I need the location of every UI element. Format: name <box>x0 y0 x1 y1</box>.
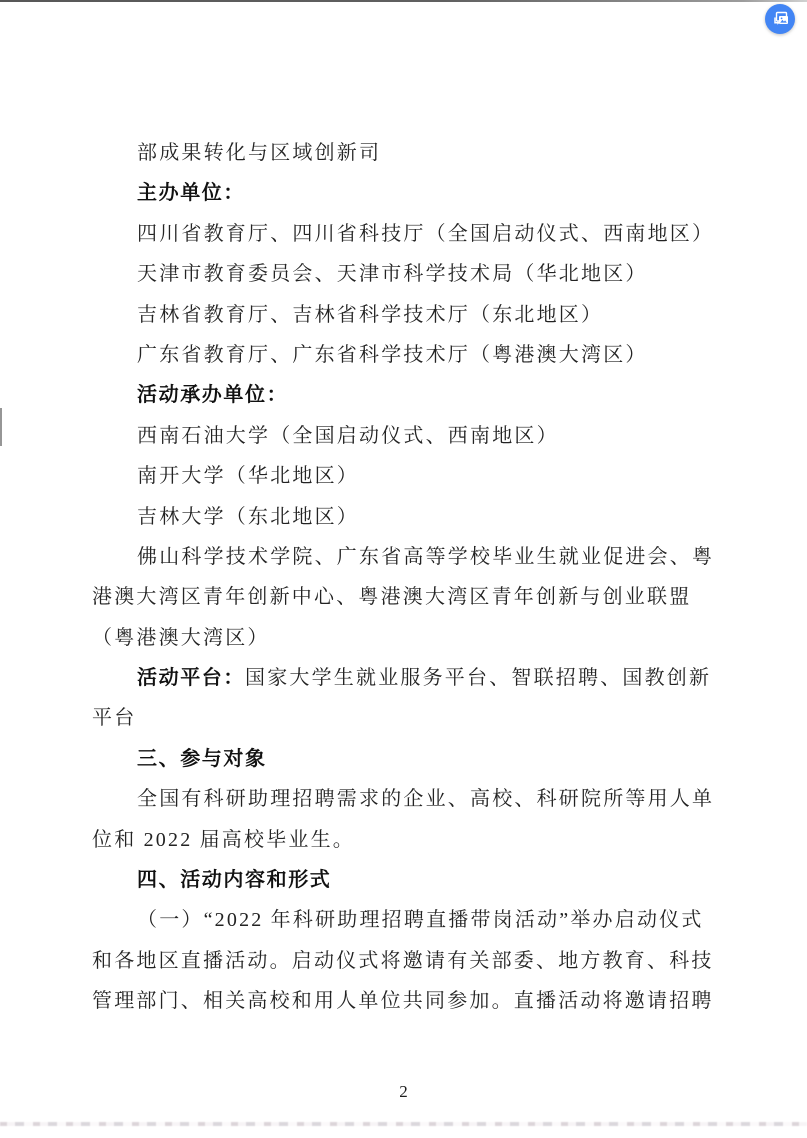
text-segment: 管理部门、相关高校和用人单位共同参加。直播活动将邀请招聘 <box>92 990 714 1013</box>
text-line <box>92 900 739 940</box>
text-line <box>92 254 739 294</box>
text-line <box>92 173 739 213</box>
text-segment: （粤港澳大湾区） <box>92 626 270 649</box>
text-line <box>92 860 739 900</box>
text-segment: 和各地区直播活动。启动仪式将邀请有关部委、地方教育、科技 <box>92 949 714 972</box>
heading-segment: 活动平台： <box>137 667 245 690</box>
text-segment: 平台 <box>92 707 137 730</box>
text-line <box>92 941 739 981</box>
page-number: 2 <box>399 1082 408 1101</box>
text-line <box>92 456 739 496</box>
extract-image-button[interactable] <box>765 4 795 34</box>
text-line <box>92 820 739 860</box>
text-line <box>92 577 739 617</box>
scan-top-edge <box>0 0 807 2</box>
text-line <box>92 133 739 173</box>
text-segment: 全国有科研助理招聘需求的企业、高校、科研院所等用人单 <box>137 788 715 811</box>
scan-artifact <box>0 408 2 446</box>
text-segment: 广东省教育厅、广东省科学技术厅（粤港澳大湾区） <box>137 343 648 366</box>
heading-segment: 活动承办单位： <box>137 384 289 407</box>
text-segment: 天津市教育委员会、天津市科学技术局（华北地区） <box>137 263 648 286</box>
text-segment: 四川省教育厅、四川省科技厅（全国启动仪式、西南地区） <box>137 222 715 245</box>
text-segment: 港澳大湾区青年创新中心、粤港澳大湾区青年创新与创业联盟 <box>92 586 692 609</box>
text-line <box>92 375 739 415</box>
text-segment: 西南石油大学（全国启动仪式、西南地区） <box>137 424 559 447</box>
text-line <box>92 335 739 375</box>
text-segment: 佛山科学技术学院、广东省高等学校毕业生就业促进会、粤 <box>137 545 715 568</box>
text-line <box>92 537 739 577</box>
text-line <box>92 214 739 254</box>
scan-bottom-edge <box>0 1122 807 1126</box>
text-segment: 位和 2022 届高校毕业生。 <box>92 828 355 851</box>
text-line <box>92 658 739 698</box>
heading-segment: 三、参与对象 <box>137 747 267 770</box>
text-line <box>92 779 739 819</box>
heading-segment: 四、活动内容和形式 <box>137 869 332 892</box>
text-segment: （一）“2022 年科研助理招聘直播带岗活动”举办启动仪式 <box>137 909 704 932</box>
text-line <box>92 295 739 335</box>
text-line <box>92 618 739 658</box>
text-segment: 部成果转化与区域创新司 <box>137 142 382 164</box>
text-line <box>92 497 739 537</box>
text-segment: 南开大学（华北地区） <box>137 465 359 488</box>
text-line <box>92 739 739 779</box>
heading-segment: 主办单位： <box>137 182 245 205</box>
text-segment: 吉林省教育厅、吉林省科学技术厅（东北地区） <box>137 303 604 326</box>
text-line <box>92 981 739 1021</box>
text-segment: 国家大学生就业服务平台、智联招聘、国教创新 <box>245 667 712 690</box>
text-line <box>92 698 739 738</box>
text-line <box>92 416 739 456</box>
text-segment: 吉林大学（东北地区） <box>137 505 359 528</box>
document-body <box>92 133 739 1022</box>
image-popout-icon <box>771 10 790 29</box>
